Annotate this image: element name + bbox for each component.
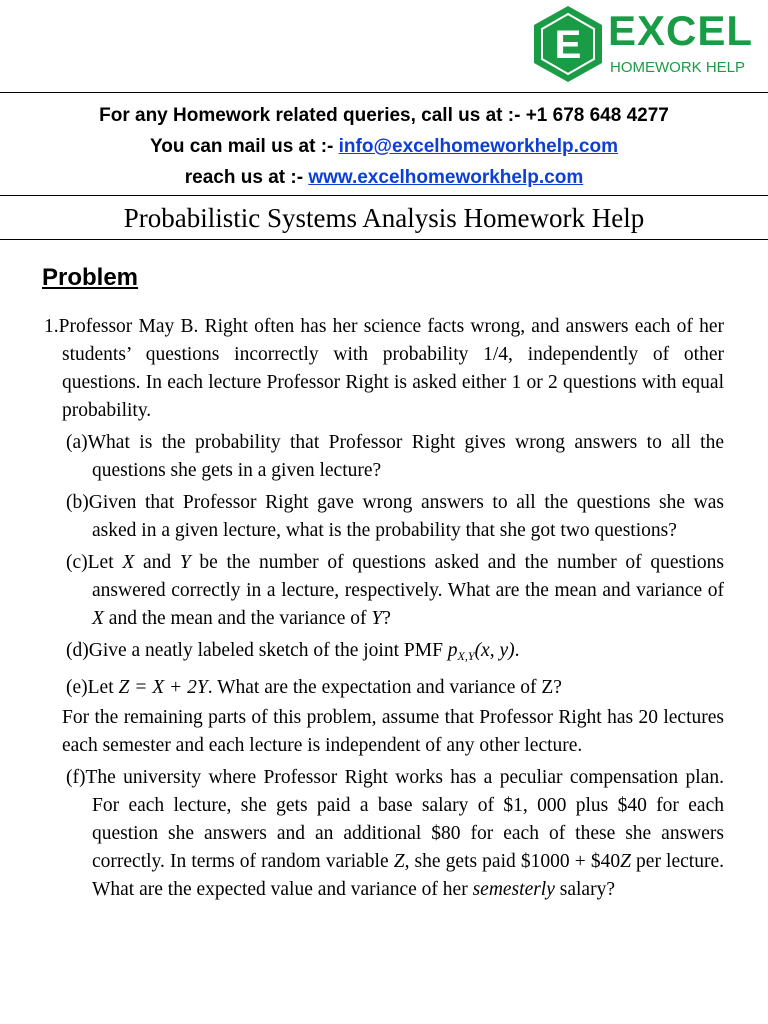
- part-d: (d)Give a neatly labeled sketch of the joint PMF $p_{X,Y}(x$, y).: [66, 640, 520, 663]
- mail-prefix: You can mail us at :-: [150, 136, 339, 157]
- part-c: (c)Let X and Y be the number of questions asked and the number of questions answered correctly in a lecture, respectively. What are the mean and variance of X and the mean and the variance of Y?: [66, 552, 725, 629]
- logo-word: EXCEL: [608, 7, 754, 54]
- title-bottom-divider: [0, 239, 768, 240]
- document-title: Probabilistic Systems Analysis Homework Help: [123, 203, 645, 233]
- part-b: (b)Given that Professor Right gave wrong answers to all the questions she was asked in a given lecture, what is the probability that she got two questions?: [66, 492, 724, 541]
- web-prefix: reach us at :-: [184, 167, 309, 188]
- part-e: (e)Let Z = X + 2Y. What are the expectation and variance of Z?: [66, 677, 562, 698]
- contact-web-line: [0, 162, 768, 194]
- contact-phone-line: For any Homework related queries, call us at :- +1 678 648 4277: [99, 105, 669, 126]
- title-top-divider: [0, 195, 768, 196]
- part-a: (a)What is the probability that Professor Right gives wrong answers to all the questions she gets in a given lecture?: [66, 432, 724, 481]
- contact-mail-line: [0, 131, 768, 163]
- email-link[interactable]: info@excelhomeworkhelp.com: [338, 136, 618, 157]
- problem-intro: 1.Professor May B. Right often has her science facts wrong, and answers each of her students’ questions incorrectly with probability 1/4, independently of other questions. In each lecture Professor Right is asked either 1 or 2 questions with equal probability.: [44, 316, 724, 421]
- excel-logo: [530, 4, 760, 84]
- logo-letter: E: [554, 23, 582, 67]
- section-heading: Problem: [42, 264, 139, 291]
- header-divider: [0, 92, 768, 93]
- logo-subtitle: HOMEWORK HELP: [610, 59, 746, 76]
- website-link[interactable]: www.excelhomeworkhelp.com: [308, 167, 584, 188]
- problem-body: [44, 313, 724, 904]
- part-f: (f)The university where Professor Right works has a peculiar compensation plan. For each lecture, she gets paid a base salary of $1, 000 plus $40 for each question she answers and an additional $80 for each of these she answers correctly. In terms of random variable Z, she gets paid $1000 + $40Z per lecture. What are the expected value and variance of her semesterly salary?: [66, 767, 724, 900]
- remaining-parts-note: For the remaining parts of this problem, assume that Professor Right has 20 lectures each semester and each lecture is independent of any other lecture.: [62, 707, 724, 756]
- hexagon-logo-icon: [530, 4, 606, 84]
